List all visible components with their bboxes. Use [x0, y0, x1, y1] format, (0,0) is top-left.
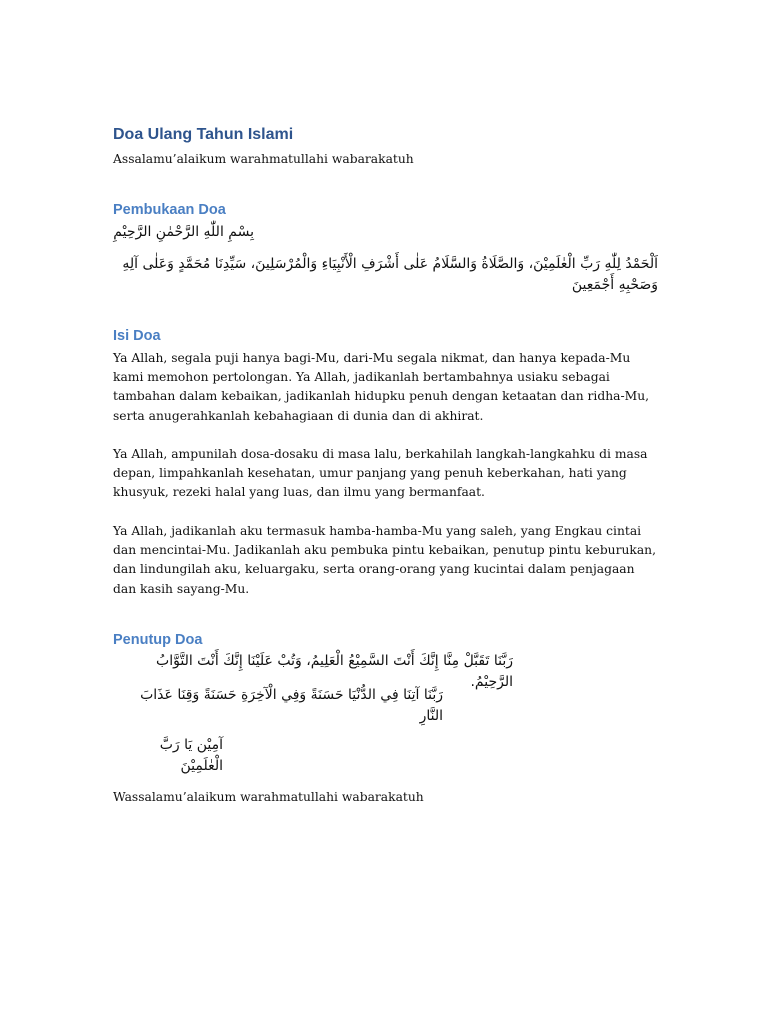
amin-text: آمِيْن يَا رَبَّ الْعٰلَمِيْنَ — [159, 737, 223, 774]
content-paragraph-3: Ya Allah, jadikanlah aku termasuk hamba-hamba-Mu yang saleh, yang Engkau cintai dan mencintai-Mu. Jadikanlah aku pembuka pintu kebaikan, penutup pintu keburukan, dan lindungilah aku, keluargaku, serta orang-orang yang kucintai dalam penjagaan dan kasih sayang-Mu. — [113, 524, 657, 596]
opening-praise-text: اَلْحَمْدُ لِلّٰهِ رَبِّ الْعٰلَمِيْنَ، وَالصَّلَاةُ وَالسَّلَامُ عَلٰى أَشْرَفِ الْأَنْبِيَاءِ وَالْمُرْسَلِينَ، سَيِّدِنَا مُحَمَّدٍ وَعَلٰى آلِهِ وَصَحْبِهِ أَجْمَعِينَ — [122, 256, 658, 293]
content-heading: Isi Doa — [113, 328, 161, 344]
opening-heading: Pembukaan Doa — [113, 202, 226, 218]
basmalah-text: بِسْمِ اللّٰهِ الرَّحْمٰنِ الرَّحِيْمِ — [113, 224, 254, 240]
content-paragraph-2: Ya Allah, ampunilah dosa-dosaku di masa lalu, berkahilah langkah-langkahku di masa depan, limpahkanlah kesehatan, umur panjang yang penuh keberkahan, hati yang khusyuk, rezeki halal yang luas, dan ilmu yang bermanfaat. — [113, 447, 648, 500]
document-page — [113, 0, 658, 1024]
closing-farewell: Wassalamu’alaikum warahmatullahi wabarakatuh — [113, 790, 424, 804]
closing-heading: Penutup Doa — [113, 632, 203, 648]
opening-greeting: Assalamu’alaikum warahmatullahi wabarakatuh — [113, 152, 414, 166]
content-paragraph-1: Ya Allah, segala puji hanya bagi-Mu, dari-Mu segala nikmat, dan hanya kepada-Mu kami memohon pertolongan. Ya Allah, jadikanlah bertambahnya usiaku sebagai tambahan dalam kebaikan, jadikanlah hidupku penuh dengan ketaatan dan ridha-Mu, serta anugerahkanlah kebahagiaan di dunia dan di akhirat. — [113, 351, 650, 423]
closing-prayer-line-1: رَبَّنَا تَقَبَّلْ مِنَّا إِنَّكَ أَنْتَ السَّمِيْعُ الْعَلِيمُ، وَتُبْ عَلَيْنَا إِنَّكَ أَنْتَ التَّوَّابُ الرَّحِيْمُ. — [156, 653, 513, 690]
closing-prayer-line-2: رَبَّنَا آتِنَا فِي الدُّنْيَا حَسَنَةً وَفِي الْآخِرَةِ حَسَنَةً وَقِنَا عَذَابَ النَّارِ — [140, 687, 443, 724]
page-title: Doa Ulang Tahun Islami — [113, 126, 294, 143]
